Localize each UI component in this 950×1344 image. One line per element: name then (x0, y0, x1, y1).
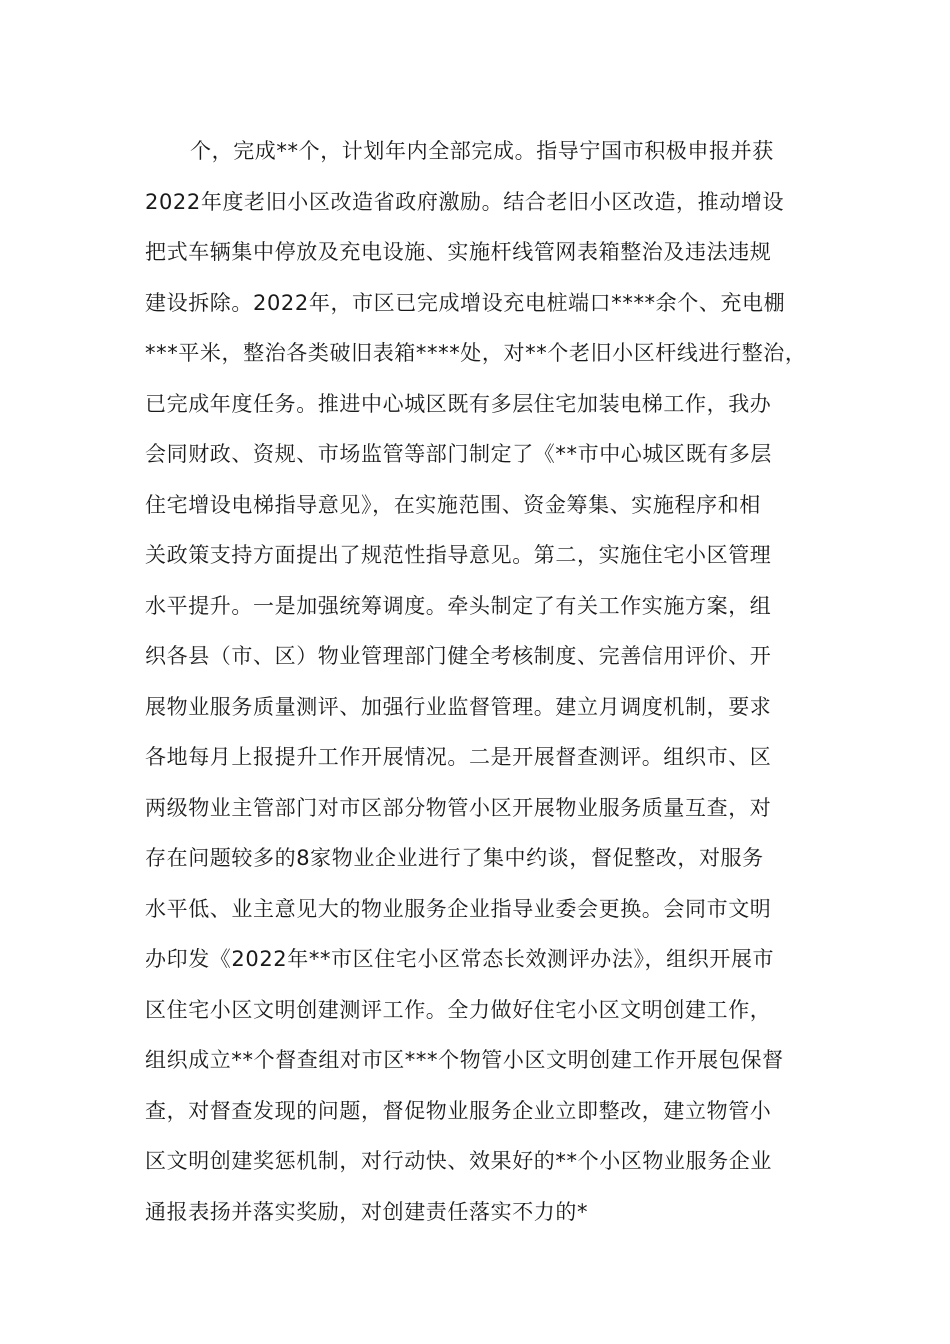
body-paragraph (145, 130, 815, 1241)
text-line: 关政策支持方面提出了规范性指导意见。第二，实施住宅小区管理 (145, 543, 772, 567)
text-line: 两级物业主管部门对市区部分物管小区开展物业服务质量互查，对 (145, 795, 772, 820)
text-line: 区文明创建奖惩机制，对行动快、效果好的**个小区物业服务企业 (145, 1149, 772, 1173)
text-line: 水平提升。一是加强统筹调度。牵头制定了有关工作实施方案，组 (145, 593, 772, 618)
text-line: 个，完成**个，计划年内全部完成。指导宁国市积极申报并获 (190, 139, 774, 163)
text-line: 组织成立**个督查组对市区***个物管小区文明创建工作开展包保督 (145, 1048, 784, 1072)
text-line: 织各县（市、区）物业管理部门健全考核制度、完善信用评价、开 (145, 644, 772, 668)
text-line: 水平低、业主意见大的物业服务企业指导业委会更换。会同市文明 (145, 896, 772, 921)
text-line: 各地每月上报提升工作开展情况。二是开展督查测评。组织市、区 (145, 745, 772, 769)
text-line: 通报表扬并落实奖励，对创建责任落实不力的* (145, 1199, 589, 1224)
text-line: ***平米，整治各类破旧表箱****处，对**个老旧小区杆线进行整治， (145, 341, 807, 365)
text-line: 2022年度老旧小区改造省政府激励。结合老旧小区改造，推动增设 (145, 189, 785, 214)
text-line: 存在问题较多的8家物业企业进行了集中约谈，督促整改，对服务 (145, 846, 764, 870)
text-line: 展物业服务质量测评、加强行业监督管理。建立月调度机制，要求 (145, 694, 772, 719)
text-line: 建设拆除。2022年，市区已完成增设充电桩端口****余个、充电棚 (145, 290, 786, 315)
text-line: 办印发《2022年**市区住宅小区常态长效测评办法》，组织开展市 (145, 947, 775, 971)
text-line: 会同财政、资规、市场监管等部门制定了《**市中心城区既有多层 (145, 442, 772, 466)
text-line: 把式车辆集中停放及充电设施、实施杆线管网表箱整治及违法违规 (145, 240, 772, 264)
text-line: 已完成年度任务。推进中心城区既有多层住宅加装电梯工作，我办 (145, 391, 772, 416)
text-line: 区住宅小区文明创建测评工作。全力做好住宅小区文明创建工作， (145, 997, 772, 1022)
text-line: 住宅增设电梯指导意见》，在实施范围、资金筹集、实施程序和相 (145, 492, 761, 517)
text-line: 查，对督查发现的问题，督促物业服务企业立即整改，建立物管小 (145, 1098, 772, 1123)
